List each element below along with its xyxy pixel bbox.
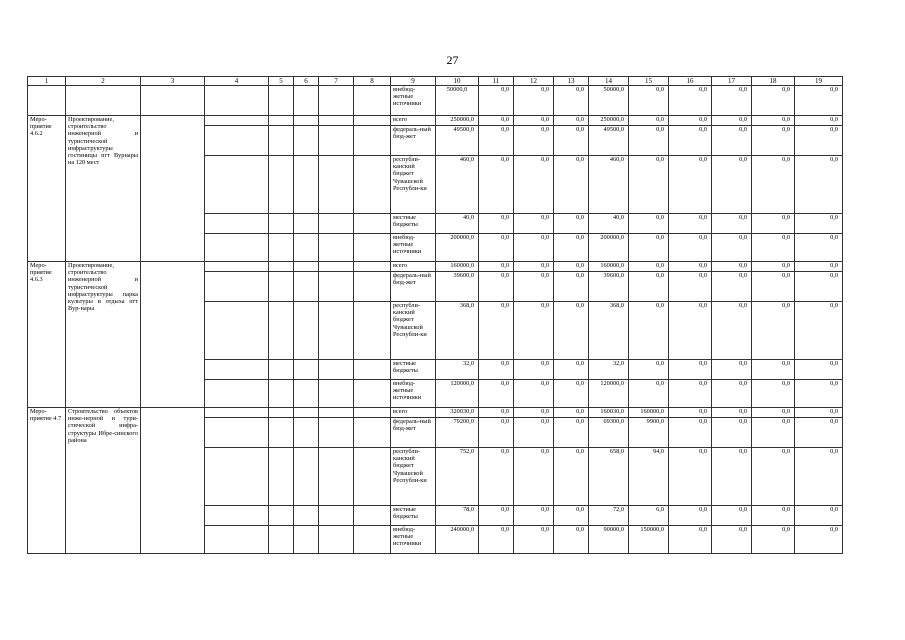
value-cell: 460,0	[436, 156, 479, 214]
value-cell: 0,0	[712, 116, 752, 126]
value-cell: 0,0	[712, 302, 752, 360]
funding-source: республи-канский бюджет Чувашской Республи-ки	[391, 448, 436, 506]
empty-cell	[205, 418, 269, 448]
funding-source: федераль-ный бюд-жет	[391, 272, 436, 302]
value-cell: 49500,0	[589, 126, 629, 156]
value-cell: 150000,0	[629, 526, 669, 554]
empty-cell	[269, 380, 294, 408]
funding-source: местные бюджеты	[391, 360, 436, 380]
value-cell: 0,0	[795, 408, 843, 418]
empty-cell	[205, 126, 269, 156]
column-header: 7	[319, 77, 354, 86]
funding-source: всего	[391, 408, 436, 418]
value-cell: 50000,0	[436, 86, 479, 116]
funding-source: местные бюджеты	[391, 506, 436, 526]
empty-cell	[319, 448, 354, 506]
column-header: 1	[28, 77, 66, 86]
value-cell: 0,0	[514, 116, 554, 126]
value-cell: 0,0	[795, 156, 843, 214]
value-cell: 0,0	[795, 116, 843, 126]
empty-cell	[354, 234, 391, 262]
value-cell: 460,0	[589, 156, 629, 214]
empty-cell	[205, 86, 269, 116]
empty-cell	[141, 408, 205, 554]
funding-source: федераль-ный бюд-жет	[391, 418, 436, 448]
measure-code: Меро-приятие 4.6.3	[28, 262, 66, 408]
value-cell: 0,0	[629, 234, 669, 262]
value-cell: 0,0	[712, 126, 752, 156]
column-header: 16	[669, 77, 712, 86]
value-cell: 0,0	[514, 418, 554, 448]
value-cell: 0,0	[629, 262, 669, 272]
value-cell: 32,0	[436, 360, 479, 380]
empty-cell	[294, 214, 319, 234]
budget-table	[27, 76, 843, 554]
value-cell: 0,0	[752, 234, 795, 262]
empty-cell	[269, 126, 294, 156]
value-cell: 0,0	[752, 380, 795, 408]
column-header: 5	[269, 77, 294, 86]
value-cell: 0,0	[554, 302, 589, 360]
measure-code: Меро-приятие 4.6.2	[28, 116, 66, 262]
empty-cell	[354, 380, 391, 408]
empty-cell	[354, 506, 391, 526]
empty-cell	[354, 526, 391, 554]
value-cell: 0,0	[554, 408, 589, 418]
empty-cell	[141, 116, 205, 262]
empty-cell	[269, 262, 294, 272]
value-cell: 0,0	[479, 262, 514, 272]
empty-cell	[319, 126, 354, 156]
value-cell: 78,0	[436, 506, 479, 526]
value-cell: 0,0	[752, 156, 795, 214]
value-cell: 0,0	[479, 302, 514, 360]
table-row	[28, 116, 843, 126]
value-cell: 0,0	[554, 506, 589, 526]
empty-cell	[319, 506, 354, 526]
value-cell: 160030,0	[589, 408, 629, 418]
value-cell: 0,0	[712, 380, 752, 408]
value-cell: 200000,0	[589, 234, 629, 262]
value-cell: 0,0	[669, 408, 712, 418]
value-cell: 0,0	[479, 408, 514, 418]
column-header: 14	[589, 77, 629, 86]
value-cell: 0,0	[669, 526, 712, 554]
empty-cell	[205, 214, 269, 234]
empty-cell	[269, 360, 294, 380]
value-cell: 0,0	[554, 526, 589, 554]
value-cell: 0,0	[669, 262, 712, 272]
value-cell: 9900,0	[629, 418, 669, 448]
empty-cell	[205, 116, 269, 126]
value-cell: 0,0	[514, 262, 554, 272]
value-cell: 50000,0	[589, 86, 629, 116]
value-cell: 0,0	[752, 408, 795, 418]
value-cell: 0,0	[795, 360, 843, 380]
value-cell: 0,0	[669, 234, 712, 262]
empty-cell	[294, 526, 319, 554]
value-cell: 368,0	[436, 302, 479, 360]
value-cell: 94,0	[629, 448, 669, 506]
value-cell: 0,0	[479, 418, 514, 448]
value-cell: 0,0	[554, 234, 589, 262]
value-cell: 39600,0	[589, 272, 629, 302]
empty-cell	[354, 360, 391, 380]
empty-cell	[319, 526, 354, 554]
value-cell: 0,0	[669, 214, 712, 234]
measure-code: Меро-приятие 4.7	[28, 408, 66, 554]
value-cell: 0,0	[712, 272, 752, 302]
value-cell: 0,0	[795, 234, 843, 262]
value-cell: 0,0	[669, 156, 712, 214]
empty-cell	[319, 156, 354, 214]
value-cell: 0,0	[795, 262, 843, 272]
empty-cell	[354, 418, 391, 448]
value-cell: 0,0	[629, 272, 669, 302]
value-cell: 69300,0	[589, 418, 629, 448]
empty-cell	[319, 360, 354, 380]
value-cell: 0,0	[669, 86, 712, 116]
funding-source: внебюд-жетные источники	[391, 526, 436, 554]
empty-cell	[294, 380, 319, 408]
value-cell: 0,0	[554, 272, 589, 302]
value-cell: 0,0	[629, 360, 669, 380]
empty-cell	[205, 234, 269, 262]
empty-cell	[319, 418, 354, 448]
empty-cell	[294, 116, 319, 126]
empty-cell	[354, 302, 391, 360]
value-cell: 0,0	[514, 506, 554, 526]
empty-cell	[354, 86, 391, 116]
empty-cell	[319, 234, 354, 262]
empty-cell	[294, 506, 319, 526]
value-cell: 368,0	[589, 302, 629, 360]
column-header: 10	[436, 77, 479, 86]
empty-cell	[205, 526, 269, 554]
empty-cell	[354, 272, 391, 302]
value-cell: 0,0	[669, 302, 712, 360]
value-cell: 0,0	[669, 126, 712, 156]
value-cell: 0,0	[479, 156, 514, 214]
value-cell: 0,0	[712, 262, 752, 272]
value-cell: 0,0	[629, 116, 669, 126]
value-cell: 0,0	[712, 214, 752, 234]
value-cell: 120000,0	[589, 380, 629, 408]
value-cell: 0,0	[752, 116, 795, 126]
value-cell: 0,0	[752, 126, 795, 156]
value-cell: 0,0	[479, 86, 514, 116]
empty-cell	[354, 156, 391, 214]
value-cell: 0,0	[752, 448, 795, 506]
funding-source: местные бюджеты	[391, 214, 436, 234]
empty-cell	[319, 380, 354, 408]
empty-cell	[269, 448, 294, 506]
column-header: 17	[712, 77, 752, 86]
value-cell: 160000,0	[629, 408, 669, 418]
column-header: 2	[66, 77, 141, 86]
value-cell: 658,0	[589, 448, 629, 506]
empty-cell	[66, 86, 141, 116]
value-cell: 0,0	[795, 526, 843, 554]
value-cell: 0,0	[669, 116, 712, 126]
value-cell: 0,0	[669, 272, 712, 302]
empty-cell	[205, 380, 269, 408]
value-cell: 0,0	[514, 126, 554, 156]
value-cell: 39600,0	[436, 272, 479, 302]
empty-cell	[205, 448, 269, 506]
value-cell: 0,0	[712, 408, 752, 418]
value-cell: 0,0	[629, 156, 669, 214]
empty-cell	[294, 262, 319, 272]
empty-cell	[269, 86, 294, 116]
empty-cell	[294, 156, 319, 214]
column-header: 11	[479, 77, 514, 86]
empty-cell	[28, 86, 66, 116]
funding-source: внебюд-жетные источники	[391, 380, 436, 408]
empty-cell	[269, 526, 294, 554]
table-row	[28, 408, 843, 418]
value-cell: 0,0	[554, 126, 589, 156]
funding-source: федераль-ный бюд-жет	[391, 126, 436, 156]
value-cell: 0,0	[629, 126, 669, 156]
value-cell: 0,0	[752, 360, 795, 380]
value-cell: 0,0	[479, 272, 514, 302]
value-cell: 0,0	[514, 380, 554, 408]
value-cell: 0,0	[479, 116, 514, 126]
value-cell: 160000,0	[589, 262, 629, 272]
value-cell: 0,0	[514, 214, 554, 234]
value-cell: 250000,0	[436, 116, 479, 126]
funding-source: внебюд-жетные источники	[391, 234, 436, 262]
measure-name: Проектирование, строительство инженерной и туристической инфраструктуры гостиницы пгт Вурнары на 120 мест	[66, 116, 141, 262]
value-cell: 120000,0	[436, 380, 479, 408]
value-cell: 200000,0	[436, 234, 479, 262]
value-cell: 0,0	[752, 262, 795, 272]
empty-cell	[294, 360, 319, 380]
value-cell: 0,0	[795, 448, 843, 506]
value-cell: 0,0	[712, 360, 752, 380]
value-cell: 79200,0	[436, 418, 479, 448]
value-cell: 0,0	[795, 506, 843, 526]
funding-source: всего	[391, 116, 436, 126]
empty-cell	[294, 448, 319, 506]
empty-cell	[269, 506, 294, 526]
empty-cell	[354, 214, 391, 234]
column-header: 13	[554, 77, 589, 86]
funding-source: всего	[391, 262, 436, 272]
value-cell: 6,0	[629, 506, 669, 526]
column-header: 8	[354, 77, 391, 86]
empty-cell	[294, 86, 319, 116]
empty-cell	[319, 408, 354, 418]
empty-cell	[319, 272, 354, 302]
empty-cell	[269, 116, 294, 126]
value-cell: 0,0	[479, 234, 514, 262]
value-cell: 72,0	[589, 506, 629, 526]
header-row	[28, 77, 843, 86]
value-cell: 0,0	[479, 380, 514, 408]
column-header: 9	[391, 77, 436, 86]
empty-cell	[205, 302, 269, 360]
empty-cell	[294, 302, 319, 360]
empty-cell	[269, 272, 294, 302]
column-header: 19	[795, 77, 843, 86]
value-cell: 0,0	[554, 448, 589, 506]
value-cell: 90000,0	[589, 526, 629, 554]
table-row	[28, 262, 843, 272]
value-cell: 0,0	[629, 214, 669, 234]
empty-cell	[319, 214, 354, 234]
value-cell: 0,0	[752, 418, 795, 448]
value-cell: 0,0	[629, 380, 669, 408]
value-cell: 0,0	[514, 234, 554, 262]
value-cell: 0,0	[479, 214, 514, 234]
empty-cell	[205, 262, 269, 272]
value-cell: 40,0	[436, 214, 479, 234]
value-cell: 0,0	[554, 156, 589, 214]
value-cell: 0,0	[514, 86, 554, 116]
empty-cell	[294, 418, 319, 448]
value-cell: 0,0	[479, 526, 514, 554]
value-cell: 0,0	[669, 418, 712, 448]
value-cell: 0,0	[795, 380, 843, 408]
value-cell: 0,0	[712, 418, 752, 448]
value-cell: 0,0	[669, 448, 712, 506]
page-number: 27	[446, 53, 459, 67]
value-cell: 0,0	[514, 360, 554, 380]
value-cell: 0,0	[514, 302, 554, 360]
value-cell: 0,0	[712, 506, 752, 526]
column-header: 15	[629, 77, 669, 86]
column-header: 3	[141, 77, 205, 86]
value-cell: 0,0	[514, 526, 554, 554]
value-cell: 0,0	[479, 360, 514, 380]
empty-cell	[141, 86, 205, 116]
value-cell: 0,0	[752, 86, 795, 116]
value-cell: 0,0	[629, 86, 669, 116]
empty-cell	[294, 408, 319, 418]
value-cell: 0,0	[712, 156, 752, 214]
value-cell: 0,0	[554, 380, 589, 408]
value-cell: 0,0	[669, 360, 712, 380]
funding-source: республи-канский бюджет Чувашской Республи-ки	[391, 302, 436, 360]
value-cell: 0,0	[554, 86, 589, 116]
value-cell: 752,0	[436, 448, 479, 506]
empty-cell	[269, 302, 294, 360]
table-row	[28, 86, 843, 116]
funding-source: внебюд-жетные источники	[391, 86, 436, 116]
value-cell: 0,0	[752, 272, 795, 302]
empty-cell	[269, 156, 294, 214]
empty-cell	[319, 86, 354, 116]
value-cell: 320030,0	[436, 408, 479, 418]
empty-cell	[294, 126, 319, 156]
funding-source: республи-канский бюджет Чувашской Республи-ки	[391, 156, 436, 214]
measure-name: Проектирование, строительство инженерной и туристической инфраструктуры парка культуры и отдыха пгт Вур-нары	[66, 262, 141, 408]
value-cell: 0,0	[795, 418, 843, 448]
value-cell: 0,0	[554, 262, 589, 272]
empty-cell	[354, 262, 391, 272]
value-cell: 0,0	[514, 156, 554, 214]
value-cell: 0,0	[752, 214, 795, 234]
column-header: 12	[514, 77, 554, 86]
measure-name: Строительство объектов инже-нерной и тури-стической инфра-структуры Ибре-синского района	[66, 408, 141, 554]
value-cell: 0,0	[795, 272, 843, 302]
value-cell: 0,0	[554, 116, 589, 126]
empty-cell	[205, 408, 269, 418]
value-cell: 0,0	[712, 86, 752, 116]
value-cell: 240000,0	[436, 526, 479, 554]
column-header: 4	[205, 77, 269, 86]
value-cell: 0,0	[479, 448, 514, 506]
value-cell: 0,0	[479, 126, 514, 156]
empty-cell	[269, 234, 294, 262]
value-cell: 0,0	[712, 448, 752, 506]
value-cell: 0,0	[752, 302, 795, 360]
empty-cell	[205, 360, 269, 380]
value-cell: 250000,0	[589, 116, 629, 126]
empty-cell	[294, 234, 319, 262]
column-header: 6	[294, 77, 319, 86]
empty-cell	[269, 408, 294, 418]
value-cell: 0,0	[669, 380, 712, 408]
value-cell: 0,0	[514, 448, 554, 506]
value-cell: 40,0	[589, 214, 629, 234]
value-cell: 0,0	[514, 272, 554, 302]
value-cell: 0,0	[554, 360, 589, 380]
value-cell: 0,0	[514, 408, 554, 418]
value-cell: 0,0	[795, 214, 843, 234]
value-cell: 49500,0	[436, 126, 479, 156]
value-cell: 160000,0	[436, 262, 479, 272]
empty-cell	[141, 262, 205, 408]
value-cell: 0,0	[795, 302, 843, 360]
value-cell: 0,0	[795, 126, 843, 156]
empty-cell	[205, 506, 269, 526]
value-cell: 0,0	[752, 506, 795, 526]
value-cell: 0,0	[712, 234, 752, 262]
empty-cell	[354, 126, 391, 156]
value-cell: 0,0	[712, 526, 752, 554]
value-cell: 0,0	[795, 86, 843, 116]
empty-cell	[269, 214, 294, 234]
empty-cell	[319, 116, 354, 126]
empty-cell	[319, 262, 354, 272]
empty-cell	[205, 272, 269, 302]
value-cell: 32,0	[589, 360, 629, 380]
value-cell: 0,0	[554, 418, 589, 448]
value-cell: 0,0	[629, 302, 669, 360]
empty-cell	[354, 408, 391, 418]
value-cell: 0,0	[479, 506, 514, 526]
empty-cell	[354, 116, 391, 126]
empty-cell	[205, 156, 269, 214]
value-cell: 0,0	[554, 214, 589, 234]
empty-cell	[294, 272, 319, 302]
empty-cell	[354, 448, 391, 506]
empty-cell	[269, 418, 294, 448]
value-cell: 0,0	[752, 526, 795, 554]
column-header: 18	[752, 77, 795, 86]
value-cell: 0,0	[669, 506, 712, 526]
empty-cell	[319, 302, 354, 360]
